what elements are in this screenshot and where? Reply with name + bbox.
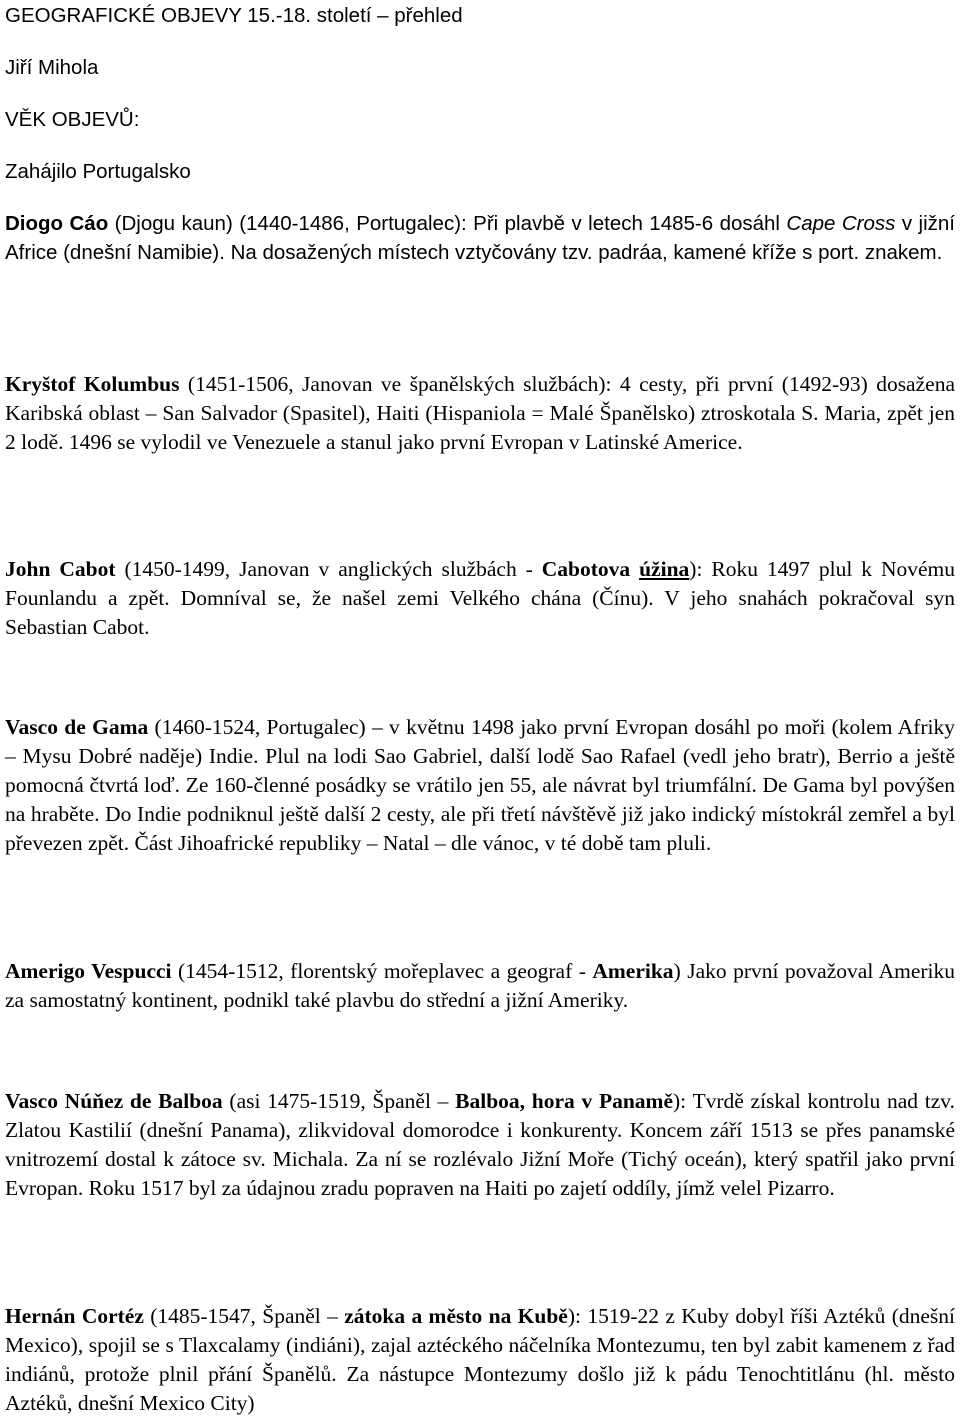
paragraph-balboa [5,1087,955,1203]
paragraph-text: (1460-1524, Portugalec) – v květnu 1498 jako první Evropan dosáhl po moři (kolem Afriky – Mysu Dobré naděje) Indie. Plul na lodi Sao Gabriel, další lodě Sao Rafael (vedl jeho bratr), Berrio a ještě pomocná čtvrtá loď. Ze 160-členné posádky se vrátilo jen 55, ale návrat byl triumfální. De Gama byl povýšen na hraběte. Do Indie podniknul ještě další 2 cesty, ale při třetí návštěvě již jako indický místokrál zemřel a byl převezen zpět. Část Jihoafrické republiky – Natal – dle vánoc, v té době tam pluli. [5,715,955,855]
place-name: zátoka a město na Kubě [344,1304,568,1328]
paragraph-text: (1450-1499, Janovan v anglických službách - [115,557,542,581]
place-name: Balboa, hora v Panamě [455,1089,674,1113]
explorer-name: John Cabot [5,557,116,581]
paragraph-text: (Djogu kaun) (1440-1486, Portugalec): Při plavbě v letech 1485-6 dosáhl [108,212,787,235]
paragraph-cao [5,209,955,267]
explorer-name: Amerigo Vespucci [5,959,172,983]
explorer-name: Vasco de Gama [5,715,149,739]
paragraph-text: (1485-1547, Španěl – [143,1304,345,1328]
intro-line: Zahájilo Portugalsko [5,160,191,183]
paragraph-text: ): Roku 1497 plul k Novému Founlandu a zpět. Domníval se, že našel zemi Velkého chána (Čínu). V jeho snahách pokračoval syn Sebastian Cabot. [5,557,955,639]
place-name: Cape Cross [786,212,896,235]
place-name: Cabotova [541,557,640,581]
place-name-underlined: úžina [639,557,690,581]
explorer-name: Hernán Cortéz [5,1304,144,1328]
paragraph-text: ): Tvrdě získal kontrolu nad tzv. Zlatou Kastilií (dnešní Panama), zlikvidoval domorodce i konkurenty. Koncem září 1513 se přes panamské vnitrozemí dostal k zátoce sv. Michala. Za ní se rozlévalo Jižní Moře (Tichý oceán), který spatřil jako první Evropan. Roku 1517 byl za údajnou zradu popraven na Haiti po zajetí oddíly, jímž velel Pizarro. [5,1089,956,1200]
section-heading: VĚK OBJEVŮ: [5,108,140,131]
paragraph-cabot [5,555,955,642]
paragraph-columbus [5,370,955,457]
place-name: Amerika [592,959,674,983]
paragraph-text: ): 1519-22 z Kuby dobyl říši Aztéků (dnešní Mexico), spojil se s Tlaxcalamy (indiáni), zajal aztéckého náčelníka Montezumu, ten byl zabit kamenem z řad indiánů, protože plnil přání Španělů. Za nástupce Montezumy došlo již k pádu Tenochtitlánu (hl. město Aztéků, dnešní Mexico City) [5,1304,955,1415]
document-title: GEOGRAFICKÉ OBJEVY 15.-18. století – přehled [5,4,463,27]
paragraph-text: (1454-1512, florentský mořeplavec a geograf - [171,959,593,983]
author-name: Jiří Mihola [5,56,99,79]
explorer-name: Kryštof Kolumbus [5,372,180,396]
paragraph-vespucci [5,957,955,1015]
explorer-name: Vasco Núňez de Balboa [5,1089,223,1113]
paragraph-text: ) Jako první považoval Ameriku za samostatný kontinent, podnikl také plavbu do střední a jižní Ameriky. [5,959,956,1012]
paragraph-cortez [5,1302,955,1418]
explorer-name: Diogo Cáo [5,212,109,235]
paragraph-text: (asi 1475-1519, Španěl – [222,1089,456,1113]
paragraph-text: v jižní Africe (dnešní Namibie). Na dosažených místech vztyčovány tzv. padráa, kamené kříže s port. znakem. [5,212,955,264]
paragraph-text: (1451-1506, Janovan ve španělských službách): 4 cesty, při první (1492-93) dosažena Karibská oblast – San Salvador (Spasitel), Haiti (Hispaniola = Malé Španělsko) ztroskotala S. Maria, zpět jen 2 lodě. 1496 se vylodil ve Venezuele a stanul jako první Evropan v Latinské Americe. [5,372,955,454]
paragraph-gama [5,713,955,858]
